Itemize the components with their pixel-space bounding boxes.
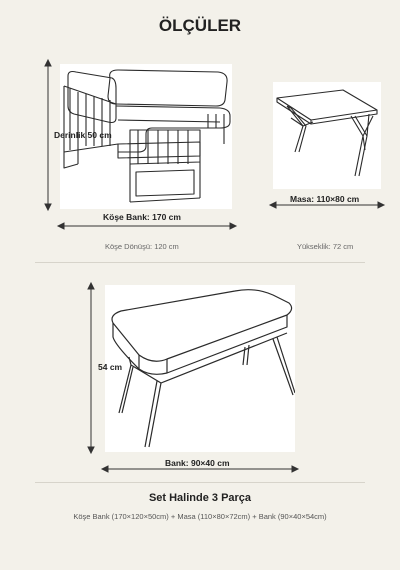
section-divider	[35, 262, 365, 263]
section-divider-bottom	[35, 482, 365, 483]
bench-height-label: 54 cm	[98, 362, 123, 372]
set-title: Set Halinde 3 Parça	[148, 492, 252, 504]
table-size-label: Masa: 110×80 cm	[290, 194, 360, 204]
set-description: Köşe Bank (170×120×50cm) + Masa (110×80×72cm) + Bank (90×40×54cm)	[73, 512, 327, 521]
page-title: ÖLÇÜLER	[158, 16, 242, 35]
sofa-width-label: Köşe Bank: 170 cm	[103, 212, 181, 222]
height-note: Yükseklik: 72 cm	[297, 242, 354, 251]
sofa-depth-label: Derinlik 50 cm	[54, 130, 112, 140]
corner-note: Köşe Dönüşü: 120 cm	[105, 242, 179, 251]
bench-size-label: Bank: 90×40 cm	[165, 458, 230, 468]
